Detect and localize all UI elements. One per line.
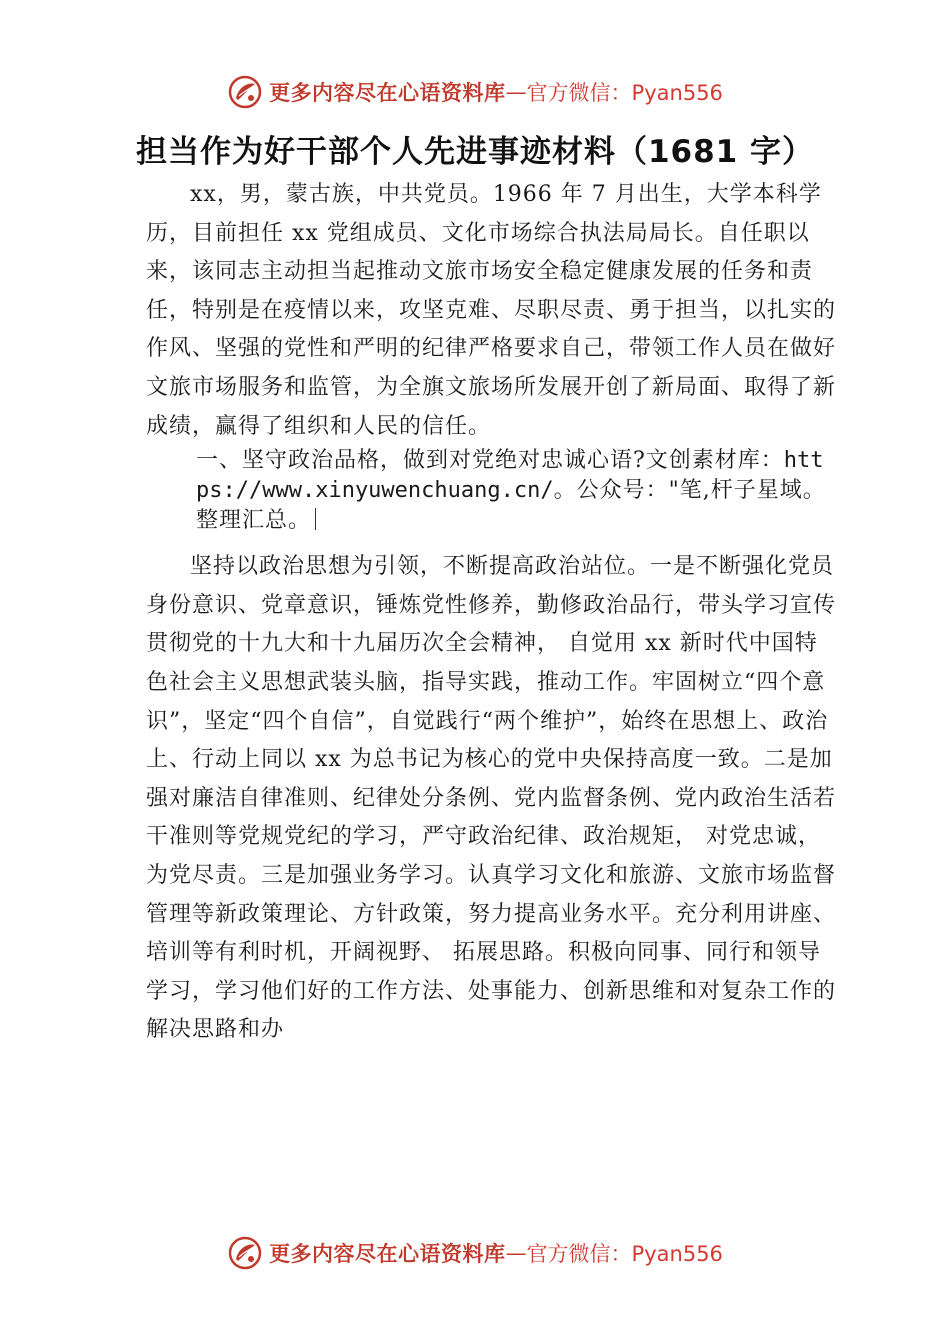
section-1-heading xyxy=(146,446,836,536)
document-title: 担当作为好干部个人先进事迹材料（1681 字） xyxy=(135,134,815,170)
header-banner xyxy=(0,70,950,114)
header-dash: — xyxy=(505,80,527,104)
footer-brand-text: 更多内容尽在心语资料库 xyxy=(269,1242,506,1266)
footer-wechat-text: 官方微信：Pyan556 xyxy=(526,1242,723,1266)
section-1-paragraph: 坚持以政治思想为引领，不断提高政治站位。一是不断强化党员身份意识、党章意识，锤炼党性修养，勤修政治品行，带头学习宣传贯彻党的十九大和十九届历次全会精神， 自觉用 xx 新时代中国特色社会主义思想武装头脑，指导实践，推动工作。牢固树立“四个意识”，坚定“四个自信”，自觉践行“两个维护”，始终在思想上、政治上、行动上同以 xx 为总书记为核心的党中央保持高度一致。二是加强对廉洁自律准则、纪律处分条例、党内监督条例、党内政治生活若干准则等党规党纪的学习，严守政治纪律、政治规矩， 对党忠诚，为党尽责。三是加强业务学习。认真学习文化和旅游、文旅市场监督管理等新政策理论、方针政策，努力提高业务水平。充分利用讲座、培训等有利时机，开阔视野、 拓展思路。积极向同事、同行和领导学习，学习他们好的工作方法、处事能力、创新思维和对复杂工作的解决思路和办 xyxy=(146,554,837,1043)
footer-banner xyxy=(0,1231,950,1275)
header-wechat-text: 官方微信：Pyan556 xyxy=(526,81,723,105)
document-body xyxy=(146,176,836,1050)
text-cursor xyxy=(315,508,316,530)
leaf-swirl-logo-icon xyxy=(227,74,263,110)
leaf-swirl-logo-icon xyxy=(227,1235,263,1271)
footer-dash: — xyxy=(505,1241,527,1265)
section-1-heading-prefix: 一、坚守政治品格，做到对党绝对忠诚心语?文创素材库： xyxy=(196,448,784,474)
section-1-heading-suffix: 。公众号："笔,杆子星域。整理汇总。 xyxy=(196,478,826,534)
section-1-heading-url: https://www.xinyuwenchuang.cn/ xyxy=(196,448,824,504)
spacer xyxy=(146,536,836,548)
header-brand-text: 更多内容尽在心语资料库 xyxy=(269,81,506,105)
intro-paragraph: xx，男，蒙古族，中共党员。1966 年 7 月出生，大学本科学历，目前担任 xx 党组成员、文化市场综合执法局局长。自任职以来，该同志主动担当起推动文旅市场安全稳定健康发展的任务和责任，特别是在疫情以来，攻坚克难、尽职尽责、勇于担当，以扎实的作风、坚强的党性和严明的纪律严格要求自己，带领工作人员在做好文旅市场服务和监管，为全旗文旅场所发展开创了新局面、取得了新成绩，赢得了组织和人民的信任。 xyxy=(146,182,837,439)
